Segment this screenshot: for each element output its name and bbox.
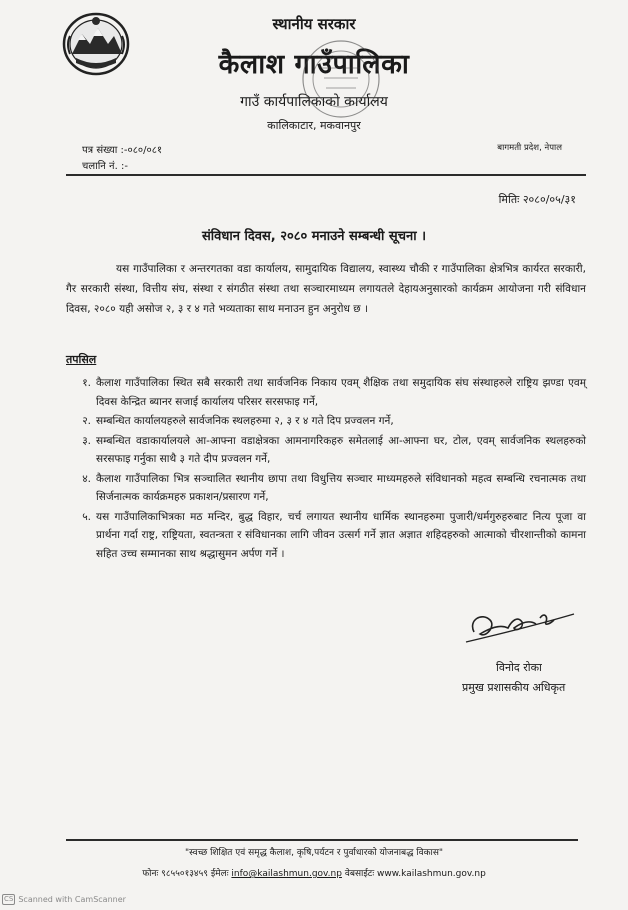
list-item-number: २. [82,415,91,427]
header-government-label: स्थानीय सरकार [272,15,356,33]
footer-email-link[interactable]: info@kailashmun.gov.np [231,869,342,879]
notice-title: संविधान दिवस, २०८० मनाउने सम्बन्धी सूचना । [201,229,427,244]
list-item-number: ५. [82,510,91,523]
footer-divider [66,839,578,841]
header-province: बागमती प्रदेश, नेपाल [497,143,562,153]
camscanner-icon: CS [4,895,14,903]
list-item-text: सम्बन्धित वडाकार्यालयले आ-आफ्ना वडाक्षेत्रका आमनागरिकहरु समेतलाई आ-आफ्ना घर, टोल, एवम् सार्वजनिक स्थलहरुको सरसफाइ गर्नुका साथै ३ गते दीप प्रज्वलन गर्ने, [96,434,586,465]
dispatch-number: चलानि नं. :- [82,161,128,172]
list-item-text: सम्बन्धित कार्यालयहरुले सार्वजनिक स्थलहरुमा २, ३ र ४ गते दिप प्रज्वलन गर्ने, [96,415,394,427]
signatory-name: विनोद रोका [496,661,542,674]
header-office-name: गाउँ कार्यपालिकाको कार्यालय [240,94,388,110]
list-item-text: कैलाश गाउँपालिका भित्र सञ्चालित स्थानीय छापा तथा विधुत्तिय सञ्चार माध्यमहरुले संविधानको महत्व सम्बन्धि रचनात्मक तथा सिर्जनात्मक कार्यक्रमहरु प्रकाशन/प्रसारण गर्ने, [96,472,586,503]
details-heading: तपसिल [66,353,97,366]
handwritten-signature [460,598,580,648]
list-item [66,432,586,469]
scanner-watermark [2,894,126,905]
list-item [66,470,586,507]
list-item-number: १. [82,377,91,389]
list-item-number: ३. [82,434,91,447]
footer-slogan: "स्वच्छ शिक्षित एवं समृद्ध कैलाश, कृषि,पर्यटन र पुर्वाधारको योजनाबद्ध विकास" [184,848,444,858]
scanner-watermark-text: Scanned with CamScanner [18,895,126,904]
list-item [66,412,586,431]
office-stamp [300,38,382,120]
list-item-text: कैलाश गाउँपालिका स्थित सबै सरकारी तथा सार्वजनिक निकाय एवम् शैक्षिक तथा समुदायिक संघ संस्थाहरुले राष्ट्रिय झण्डा एवम् दिवस केन्द्रित ब्यानर सजाई कार्यालय परिसर सरसफाइ गर्ने, [96,377,586,408]
list-item [66,508,586,564]
header-divider [66,174,586,176]
footer-website[interactable]: वेबसाईटः www.kailashmun.gov.np [344,869,486,879]
footer-contact [0,866,628,879]
list-item-text: यस गाउँपालिकाभित्रका मठ मन्दिर, बुद्ध विहार, चर्च लगायत स्थानीय धार्मिक स्थानहरुमा पुजारी/धर्मगुरुहरुबाट नित्य पूजा वा प्रार्थना गर्दा राष्ट्र, राष्ट्रियता, स्वतन्त्रता र संविधानका लागि जीवन उत्सर्ग गर्ने ज्ञात अज्ञात शहिदहरुको आत्माको चीरशान्तीको कामना सहित उच्च सम्मानका साथ श्रद्धासुमन अर्पण गर्ने । [96,510,586,560]
header-address: कालिकाटार, मकवानपुर [267,119,361,132]
header-municipality-name: कैलाश गाउँपालिका [218,49,410,80]
letter-reference-number: पत्र संख्या :-०८०/०८१ [82,145,163,156]
letter-date: मितिः २०८०/०५/३१ [498,193,576,206]
footer-phone: फोनः ९८५५०१३४५९ ईमेलः [142,869,229,879]
signatory-title: प्रमुख प्रशासकीय अधिकृत [462,681,566,694]
list-item [66,374,586,411]
notice-body-paragraph: यस गाउँपालिका र अन्तरगतका वडा कार्यालय, सामुदायिक विद्यालय, स्वास्थ्य चौकी र गाउँपालिका क्षेत्रभित्र कार्यरत सरकारी, गैर सरकारी संस्था, वित्तीय संघ, संस्था र संगठीत संस्था तथा सञ्चारमाध्यम लगायतले देहायअनुसारको कार्यक्रम आयोजना गरी संविधान दिवस, २०८० यही असोज २, ३ र ४ गते भव्यताका साथ मनाउन हुन अनुरोध छ । [66,263,586,315]
list-item-number: ४. [82,472,91,485]
details-list [66,374,586,564]
